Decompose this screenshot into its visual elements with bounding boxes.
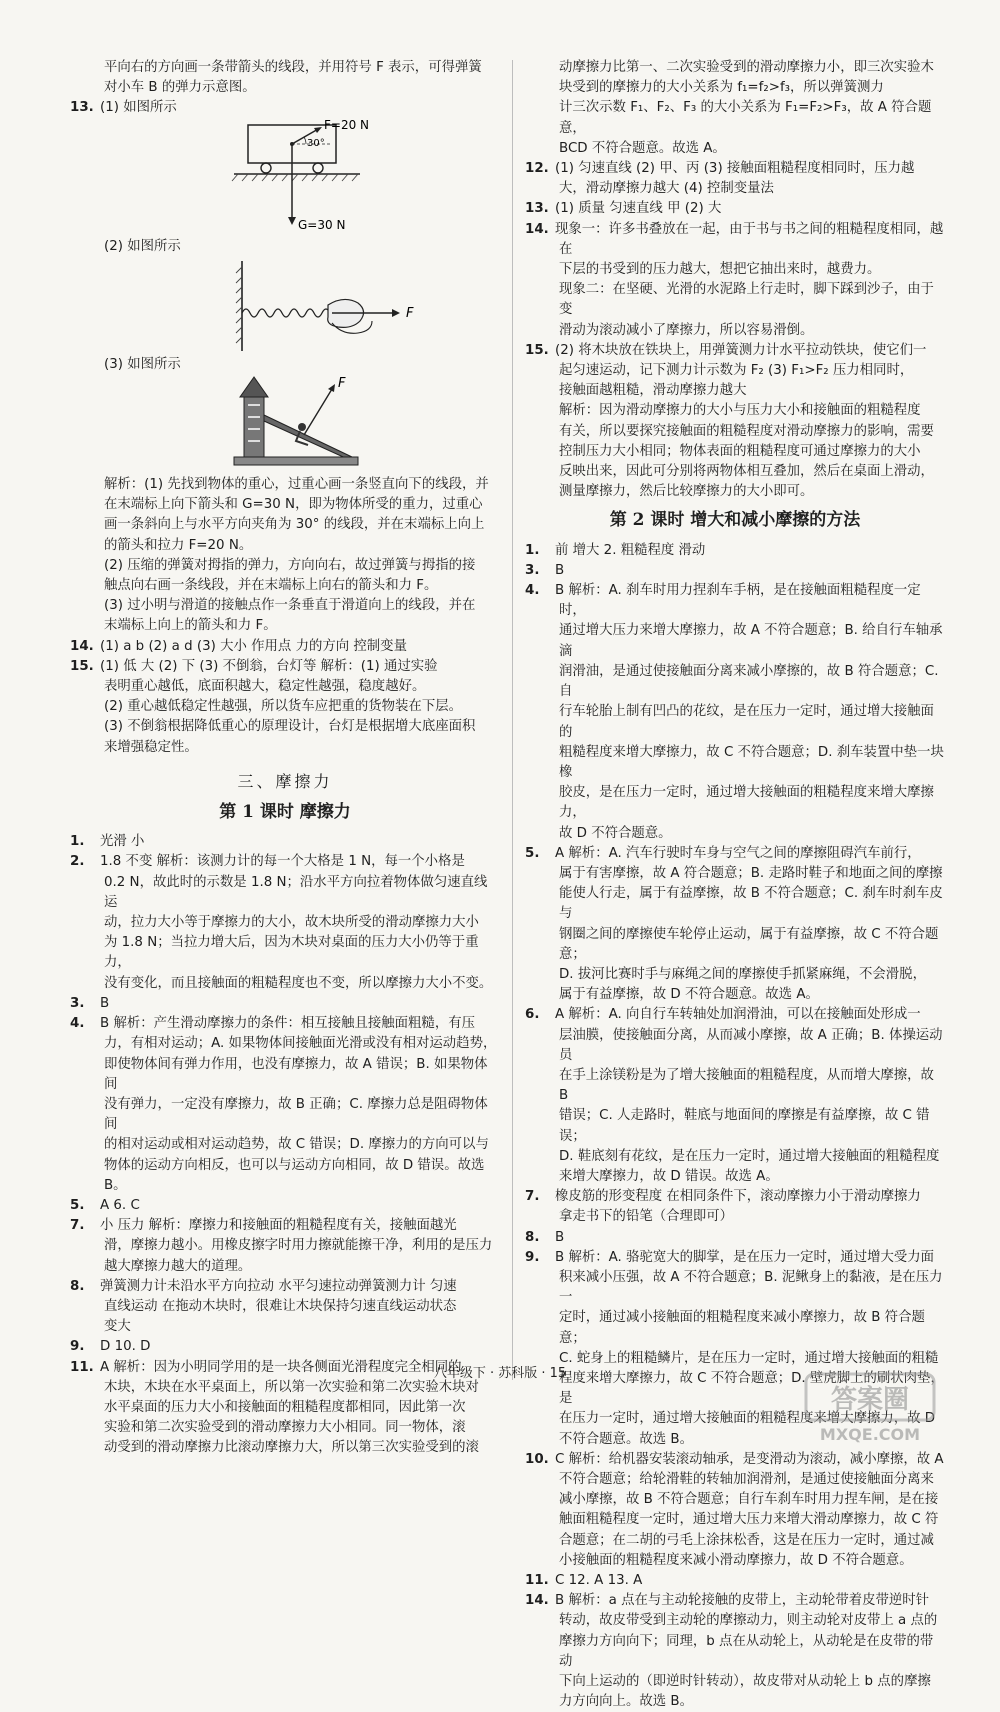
- question-13-part-3: (3) 如图所示: [104, 356, 181, 372]
- answer-text: A 解析：A. 汽车行驶时车身与空气之间的摩擦阻碍汽车前行，: [555, 845, 921, 861]
- page-footer: 八年级下 · 苏科版 · 15: [433, 1366, 567, 1381]
- text-line: 动摩擦力比第一、二次实验受到的滑动摩擦力小，即三次实验木: [559, 60, 934, 75]
- answer-item: [70, 1277, 500, 1297]
- answer-number: 7.: [525, 1189, 540, 1205]
- answer-number: 9.: [70, 1339, 85, 1355]
- answer-text-line: D. 鞋底刻有花纹，是在压力一定时，通过增大接触面的粗糙程度: [559, 1148, 940, 1164]
- answer-number: 5.: [70, 1197, 85, 1213]
- answer-text: B: [555, 562, 565, 578]
- answer-text: A 6. C: [100, 1197, 140, 1213]
- answer-text: 现象一：许多书叠放在一起，由于书与书之间的粗糙程度相同，越在: [555, 221, 944, 257]
- answer-text: B 解析：a 点在与主动轮接触的皮带上，主动轮带着皮带逆时针: [555, 1593, 930, 1609]
- answer-text-line: 胶皮，是在压力一定时，通过增大接触面的粗糙程度来增大摩擦力，: [559, 785, 934, 821]
- question-13-part-2: (2) 如图所示: [104, 238, 181, 254]
- answer-text: 小 压力 解析：摩擦力和接触面的粗糙程度有关，接触面越光: [100, 1218, 457, 1234]
- text-line: 有关，所以要探究接触面的粗糙程度对滑动摩擦力的影响，需要: [559, 423, 934, 439]
- child-head: [298, 423, 306, 431]
- answer-text-line: 拿走书下的铅笔（合理即可）: [559, 1209, 734, 1225]
- answer-number: 11.: [70, 1359, 94, 1375]
- force-f-label: F: [338, 376, 346, 392]
- angle-label: 30°: [307, 137, 325, 149]
- answer-text: 前 增大 2. 粗糙程度 滑动: [555, 542, 706, 558]
- svg-text:MXQE.COM: MXQE.COM: [819, 1425, 921, 1444]
- answer-number: 7.: [70, 1218, 85, 1234]
- force-f-label: F=20 N: [324, 118, 370, 132]
- answer-item: [525, 844, 945, 864]
- text-line: 反映出来，因此可分别将两物体相互叠加，然后在桌面上滑动，: [559, 464, 934, 480]
- answer-text-line: 下层的书受到的压力越大，想把它抽出来时，越费力。: [559, 262, 881, 278]
- answer-text-line: 错误；C. 人走路时，鞋底与地面间的摩擦是有益摩擦，故 C 错误；: [559, 1108, 930, 1144]
- slide-base: [234, 457, 358, 465]
- answer-text-line: 润滑油，是通过使接触面分离来减小摩擦的，故 B 符合题意；C. 自: [559, 663, 939, 700]
- text-line: 对小车 B 的弹力示意图。: [104, 80, 256, 96]
- text-line: 解析：(1) 先找到物体的重心，过重心画一条竖直向下的线段，并: [104, 477, 489, 493]
- answer-text: (2) 将木块放在铁块上，用弹簧测力计水平拉动铁块，使它们一: [555, 342, 927, 358]
- answer-number: 2.: [70, 854, 85, 870]
- answer-text: B 解析：A. 骆驼宽大的脚掌，是在压力一定时，通过增大受力面: [555, 1249, 935, 1265]
- answer-text: 橡皮筋的形变程度 在相同条件下，滚动摩擦力小于滑动摩擦力: [555, 1189, 921, 1205]
- text-line: 来增强稳定性。: [104, 739, 198, 755]
- answer-text-line: 滑动为滚动减小了摩擦力，所以容易滑倒。: [559, 322, 814, 338]
- answer-number: 3.: [525, 562, 540, 578]
- answer-item: [525, 1571, 945, 1591]
- answer-text-line: 力方向向上。故选 B。: [559, 1694, 693, 1710]
- answer-item: [70, 1337, 500, 1357]
- answer-text-line: 动受到的滑动摩擦力比滚动摩擦力大，所以第三次实验受到的滚: [104, 1440, 479, 1456]
- question-13: 13. (1) 如图所示: [70, 100, 177, 116]
- answer-number: 1.: [525, 542, 540, 558]
- answer-text-line: 力，有相对运动；A. 如果物体间接触面光滑或没有相对运动趋势，: [104, 1036, 497, 1052]
- cart-wheel-right: [313, 163, 323, 173]
- lesson-2-answers: [525, 541, 945, 1712]
- answer-text-line: 滑，摩擦力越小。用橡皮擦字时用力擦就能擦干净，利用的是压力: [104, 1238, 493, 1254]
- answer-item: [525, 1187, 945, 1207]
- answer-text: (1) 质量 匀速直线 甲 (2) 大: [555, 201, 722, 217]
- force-f-arrow: [304, 389, 332, 435]
- answer-text-line: 即使物体间有弹力作用，也没有摩擦力，故 A 错误；B. 如果物体间: [104, 1056, 488, 1092]
- answer-item: [525, 541, 945, 561]
- text-line: 触点向右画一条线段，并在末端标上向右的箭头和力 F。: [104, 578, 438, 594]
- left-column: [70, 58, 500, 1459]
- answer-text: A 解析：A. 向自行车转轴处加润滑油，可以在接触面处形成一: [555, 1007, 921, 1023]
- q13-analysis: [70, 475, 500, 637]
- answer-text-line: 变大: [104, 1319, 131, 1335]
- answer-number: 6.: [525, 1007, 540, 1023]
- answer-item: [70, 994, 500, 1014]
- answer-text: (1) 匀速直线 (2) 甲、丙 (3) 接触面粗糙程度相同时，压力越: [555, 161, 915, 177]
- answer-text-line: 没有变化，而且接触面的粗糙程度也不变，所以摩擦力大小不变。: [104, 975, 493, 991]
- answer-text: A 解析：因为小明同学用的是一块各侧面光滑程度完全相同的: [100, 1359, 462, 1375]
- answer-text-line: 钢圈之间的摩擦使车轮停止运动，属于有益摩擦，故 C 不符合题意；: [559, 926, 939, 962]
- figure-slide: [70, 375, 500, 475]
- answer-item: [525, 1228, 945, 1248]
- gravity-label: G=30 N: [298, 217, 346, 232]
- lesson-1-title: 第 1 课时 摩擦力: [219, 802, 351, 823]
- answer-text: B 解析：A. 刹车时用力捏刹车手柄，是在接触面粗糙程度一定时，: [555, 583, 921, 619]
- text-line: (2) 重心越低稳定性越强，所以货车应把重的货物装在下层。: [104, 699, 462, 715]
- answer-item: [525, 1450, 945, 1470]
- answer-text-line: 粗糙程度来增大摩擦力，故 C 不符合题意；D. 刹车装置中垫一块橡: [559, 744, 944, 780]
- answer-number: 4.: [525, 583, 540, 599]
- answer-text-line: 小接触面的粗糙程度来减小滑动摩擦力，故 D 不符合题意。: [559, 1552, 913, 1568]
- answer-text-line: 触面粗糙程度一定时，通过增大压力来增大滑动摩擦力，故 C 符: [559, 1512, 939, 1528]
- text-line: BCD 不符合题意。故选 A。: [559, 140, 726, 156]
- ground-hatch: [232, 174, 358, 181]
- answer-text-line: 实验和第二次实验受到的滑动摩擦力大小相同。同一物体，滚: [104, 1420, 466, 1436]
- text-line: (3) 不倒翁根据降低重心的原理设计，台灯是根据增大底座面积: [104, 719, 476, 735]
- answer-text-line: 摩擦力方向向下；同理，b 点在从动轮上，从动轮是在皮带的带动: [559, 1633, 934, 1669]
- section-title: 三、摩擦力: [237, 771, 333, 791]
- answer-text-line: 动，拉力大小等于摩擦力的大小，故木块所受的滑动摩擦力大小: [104, 915, 479, 931]
- text-line: 在末端标上向下箭头和 G=30 N，即为物体所受的重力，过重心: [104, 497, 483, 513]
- answer-text-line: 越大摩擦力越大的道理。: [104, 1258, 252, 1274]
- answer-text: D 10. D: [100, 1339, 151, 1355]
- answer-text-line: 直线运动 在拖动木块时，很难让木块保持匀速直线运动状态: [104, 1298, 457, 1314]
- force-f-label: F: [406, 305, 414, 321]
- answer-text-line: 定时，通过减小接触面的粗糙程度来减小摩擦力，故 B 符合题意；: [559, 1310, 925, 1346]
- answer-item: [70, 852, 500, 872]
- q15-analysis: [525, 401, 945, 502]
- answer-item: [525, 1591, 945, 1611]
- answer-text-line: C. 蛇身上的粗糙鳞片，是在压力一定时，通过增大接触面的粗糙: [559, 1350, 939, 1366]
- answer-item: [525, 1248, 945, 1268]
- answer-text-line: 能使人行走，属于有益摩擦，故 B 不符合题意；C. 刹车时刹车皮与: [559, 886, 943, 922]
- answer-text-line: 故 D 不符合题意。: [559, 825, 672, 841]
- text-line: 计三次示数 F₁、F₂、F₃ 的大小关系为 F₁=F₂>F₃，故 A 符合题意，: [559, 100, 932, 136]
- answer-number: 15.: [525, 342, 549, 358]
- text-line: 末端标上向上的箭头和力 F。: [104, 618, 277, 634]
- answer-item: [525, 199, 945, 219]
- figure-cart-forces: [70, 119, 500, 237]
- question-14: 14. (1) a b (2) a d (3) 大小 作用点 力的方向 控制变量: [70, 638, 407, 654]
- answer-text: B 解析：产生滑动摩擦力的条件：相互接触且接触面粗糙，有压: [100, 1016, 475, 1032]
- text-line: (3) 过小明与滑道的接触点作一条垂直于滑道向上的线段，并在: [104, 598, 476, 614]
- answer-text-line: 下向上运动的（即逆时针转动），故皮带对从动轮上 b 点的摩擦: [559, 1674, 931, 1690]
- answer-text-line: 不符合题意；给轮滑鞋的转轴加润滑剂，是通过使接触面分离来: [559, 1472, 934, 1488]
- answer-text-line: 木块，木块在水平桌面上，所以第一次实验和第二次实验木块对: [104, 1379, 479, 1395]
- slide-chute: [264, 415, 352, 461]
- text-line: 解析：因为滑动摩擦力的大小与压力大小和接触面的粗糙程度: [559, 403, 921, 419]
- answer-text-line: 行车轮胎上制有凹凸的花纹，是在压力一定时，通过增大接触面的: [559, 704, 934, 740]
- answer-text-line: 通过增大压力来增大摩擦力，故 A 不符合题意；B. 给自行车轴承滴: [559, 623, 943, 659]
- answer-text-line: 现象二：在坚硬、光滑的水泥路上行走时，脚下踩到沙子，由于变: [559, 282, 934, 318]
- text-line: 块受到的摩擦力的大小关系为 f₁=f₂>f₃，所以弹簧测力: [559, 80, 884, 96]
- answer-number: 13.: [525, 201, 549, 217]
- answer-number: 12.: [525, 161, 549, 177]
- answer-item: [525, 581, 945, 621]
- answer-text: 1.8 不变 解析：该测力计的每一个大格是 1 N，每一个小格是: [100, 854, 465, 870]
- answer-text-line: 起匀速运动，记下测力计示数为 F₂ (3) F₁>F₂ 压力相同时，: [559, 363, 914, 379]
- spring: [242, 309, 330, 317]
- answer-text-line: 来增大摩擦力，故 D 错误。故选 A。: [559, 1168, 779, 1184]
- answer-number: 1.: [70, 834, 85, 850]
- answer-text-line: 属于有益摩擦，故 D 不符合题意。故选 A。: [559, 987, 819, 1003]
- answer-item: [525, 561, 945, 581]
- answer-text: 弹簧测力计未沿水平方向拉动 水平匀速拉动弹簧测力计 匀速: [100, 1278, 457, 1294]
- text-line: 画一条斜向上与水平方向夹角为 30° 的线段，并在末端标上向上: [104, 517, 485, 533]
- answer-text-line: 合题意；在二胡的弓毛上涂抹松香，这是在压力一定时，通过减: [559, 1532, 934, 1548]
- answer-number: 3.: [70, 995, 85, 1011]
- answer-text-line: 0.2 N，故此时的示数是 1.8 N；沿水平方向拉着物体做匀速直线运: [104, 874, 488, 910]
- answer-item: [70, 1216, 500, 1236]
- answer-text-line: 大，滑动摩擦力越大 (4) 控制变量法: [559, 181, 774, 197]
- answer-text: C 解析：给机器安装滚动轴承，是变滑动为滚动，减小摩擦，故 A: [555, 1451, 944, 1467]
- answer-text: 光滑 小: [100, 834, 145, 850]
- answer-text-line: 在压力一定时，通过增大接触面的粗糙程度来增大摩擦力，故 D: [559, 1411, 936, 1427]
- answer-text-line: 在手上涂镁粉是为了增大接触面的粗糙程度，从而增大摩擦，故 B: [559, 1067, 934, 1104]
- watermark-logo: [800, 1368, 940, 1448]
- answer-text-line: 层油膜，使接触面分离，从而减小摩擦，故 A 正确；B. 体操运动员: [559, 1027, 943, 1063]
- answer-item: [525, 1005, 945, 1025]
- answer-text: C 12. A 13. A: [555, 1573, 643, 1589]
- answer-number: 4.: [70, 1016, 85, 1032]
- answer-number: 10.: [525, 1451, 549, 1467]
- svg-text:答案圈: 答案圈: [830, 1385, 910, 1415]
- answer-text: B: [555, 1229, 565, 1245]
- answer-text-line: 物体的运动方向相反，也可以与运动方向相同，故 D 错误。故选 B。: [104, 1157, 485, 1193]
- answer-text-line: D. 拔河比赛时手与麻绳之间的摩擦使手抓紧麻绳，不会滑脱，: [559, 966, 926, 982]
- answer-number: 8.: [70, 1278, 85, 1294]
- cart-wheel-left: [261, 163, 271, 173]
- lesson-1-answers-continued: [525, 159, 945, 401]
- text-line: 的箭头和拉力 F=20 N。: [104, 537, 253, 553]
- answer-text-line: 属于有害摩擦，故 A 符合题意；B. 走路时鞋子和地面之间的摩擦: [559, 865, 943, 881]
- text-line: 测量摩擦力，然后比较摩擦力的大小即可。: [559, 484, 814, 500]
- answer-text: B: [100, 995, 110, 1011]
- text-line: 平向右的方向画一条带箭头的线段，并用符号 F 表示，可得弹簧: [104, 60, 482, 75]
- answer-item: [70, 1014, 500, 1034]
- answer-text-line: 减小摩擦，故 B 不符合题意；自行车刹车时用力捏车闸，是在接: [559, 1492, 939, 1508]
- answer-text-line: 积来减小压强，故 A 不符合题意；B. 泥鳅身上的黏液，是在压力一: [559, 1269, 943, 1306]
- answer-item: [70, 1196, 500, 1216]
- right-column: [525, 58, 945, 1712]
- lesson-2-title: 第 2 课时 增大和减小摩擦的方法: [609, 510, 861, 531]
- answer-text-line: 不符合题意。故选 B。: [559, 1431, 693, 1447]
- text-line: 表明重心越低，底面积越大，稳定性越强，稳度越好。: [104, 679, 426, 695]
- answer-item: [525, 159, 945, 179]
- answer-text-line: 没有弹力，一定没有摩擦力，故 B 正确；C. 摩擦力总是阻碍物体间: [104, 1096, 488, 1133]
- text-line: (2) 压缩的弹簧对拇指的弹力，方向向右，故过弹簧与拇指的接: [104, 557, 476, 573]
- answer-text-line: 的相对运动或相对运动趋势，故 C 错误；D. 摩擦力的方向可以与: [104, 1137, 489, 1153]
- figure-spring-thumb: [70, 257, 500, 355]
- answer-number: 11.: [525, 1573, 549, 1589]
- text-line: 控制压力大小相同；物体表面的粗糙程度可通过摩擦力的大小: [559, 443, 921, 459]
- slide-roof: [240, 377, 268, 397]
- answer-number: 14.: [525, 1593, 549, 1609]
- answer-number: 8.: [525, 1229, 540, 1245]
- answer-number: 14.: [525, 221, 549, 237]
- question-15: 15. (1) 低 大 (2) 下 (3) 不倒翁，台灯等 解析：(1) 通过实验: [70, 658, 438, 674]
- answer-item: [525, 341, 945, 361]
- answer-text-line: 程度来增大摩擦力，故 C 不符合题意；D. 壁虎脚上的刷状肉垫，是: [559, 1371, 944, 1407]
- answer-item: [525, 220, 945, 260]
- answer-number: 5.: [525, 845, 540, 861]
- answer-text-line: 转动，故皮带受到主动轮的摩擦动力，则主动轮对皮带上 a 点的: [559, 1613, 938, 1629]
- answer-item: [70, 832, 500, 852]
- answer-text-line: 接触面越粗糙，滑动摩擦力越大: [559, 383, 747, 399]
- answer-text-line: 水平桌面的压力大小和接触面的粗糙程度都相同，因此第一次: [104, 1399, 466, 1415]
- column-divider: [512, 60, 513, 1380]
- answer-text-line: 为 1.8 N；当拉力增大后，因为木块对桌面的压力大小仍等于重力，: [104, 935, 479, 971]
- answer-number: 9.: [525, 1249, 540, 1265]
